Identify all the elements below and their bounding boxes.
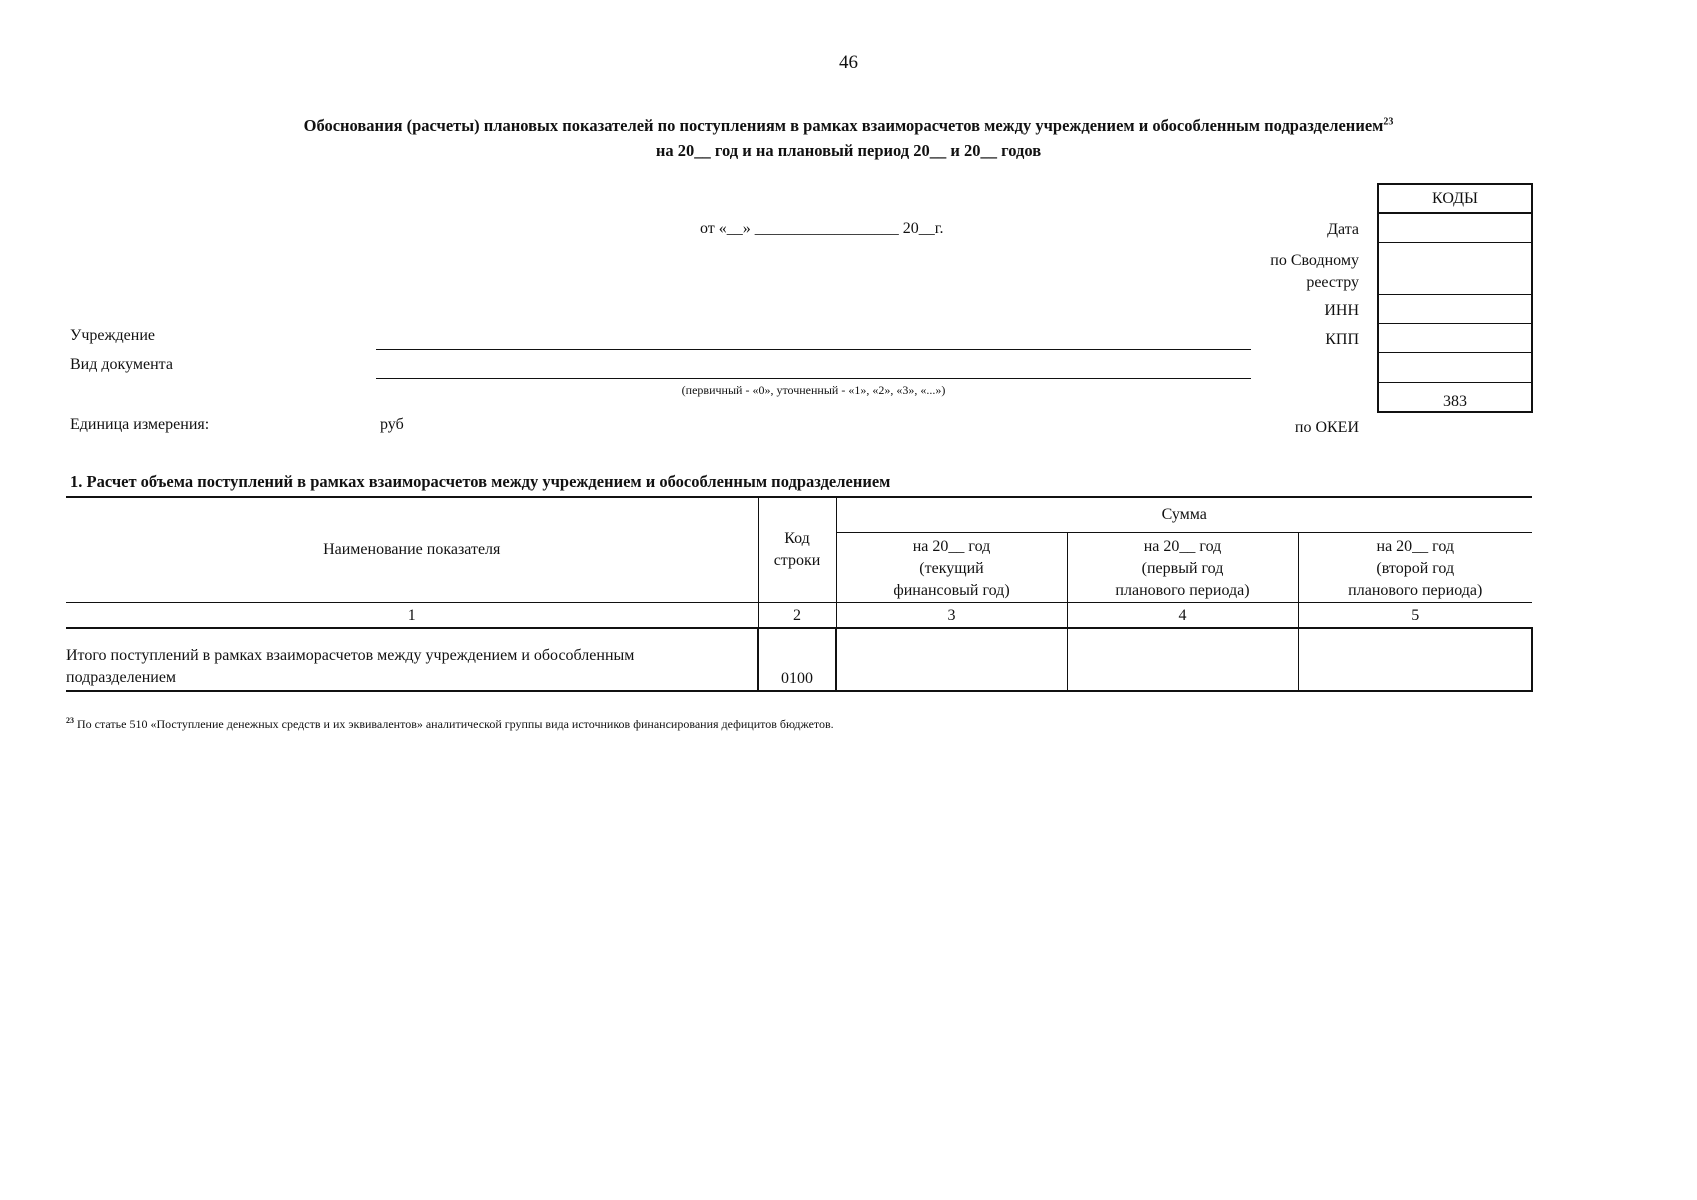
title-footnote-mark: 23 [1383, 116, 1394, 128]
column-number-5: 5 [1298, 603, 1532, 629]
header-year-first-plan-line-3: планового периода) [1115, 582, 1250, 599]
table-row [66, 628, 1532, 691]
row-name-line-1: Итого поступлений в рамках взаиморасчетов между учреждением и обособленным [66, 647, 635, 664]
title-line-1: Обоснования (расчеты) плановых показателей по поступлениям в рамках взаиморасчетов между учреждением и обособленным подразделением [303, 116, 1384, 135]
header-sum: Сумма [836, 497, 1532, 533]
header-year-first-plan-line-1: на 20__ год [1143, 538, 1222, 555]
date-code-cell[interactable] [1378, 213, 1532, 243]
header-line-code [758, 497, 836, 603]
header-year-current [836, 533, 1067, 603]
kpp-code-cell[interactable] [1378, 324, 1532, 353]
header-year-current-line-1: на 20__ год [912, 538, 991, 555]
header-code-line-1: Код [784, 530, 810, 547]
doc-type-label: Вид документа [70, 356, 173, 373]
page-title [0, 116, 1697, 136]
inn-code-cell[interactable] [1378, 295, 1532, 324]
footnote [66, 716, 834, 732]
document-date-line[interactable]: от «__» __________________ 20__г. [700, 220, 944, 237]
footnote-text: По статье 510 «Поступление денежных средств и их эквивалентов» аналитической группы вида источников финансирования дефицитов бюджетов. [74, 717, 834, 731]
row-sum-current-year[interactable] [836, 628, 1067, 691]
unit-value: руб [380, 416, 404, 433]
inn-label: ИНН [1324, 302, 1359, 319]
header-year-first-plan-line-2: (первый год [1141, 560, 1224, 577]
calculation-table [66, 496, 1533, 692]
okei-label: по ОКЕИ [1294, 419, 1359, 436]
codes-header: КОДЫ [1378, 184, 1532, 213]
header-code-line-2: строки [773, 552, 821, 569]
unit-label: Единица измерения: [70, 416, 210, 433]
header-year-second-plan-line-1: на 20__ год [1376, 538, 1455, 555]
page-number: 46 [839, 52, 858, 73]
page-subtitle: на 20__ год и на плановый период 20__ и 20__ годов [655, 141, 1042, 160]
header-year-second-plan-line-3: планового периода) [1348, 582, 1483, 599]
header-year-current-line-3: финансовый год) [893, 582, 1010, 599]
header-year-second-plan-line-2: (второй год [1376, 560, 1455, 577]
column-number-4: 4 [1067, 603, 1298, 629]
doc-type-field[interactable] [376, 378, 1251, 379]
header-indicator-name: Наименование показателя [66, 497, 758, 603]
kpp-label: КПП [1325, 331, 1359, 348]
section-title: 1. Расчет объема поступлений в рамках взаиморасчетов между учреждением и обособленным подразделением [70, 472, 891, 491]
column-number-2: 2 [758, 603, 836, 629]
institution-label: Учреждение [70, 327, 155, 344]
row-name-line-2: подразделением [66, 669, 177, 686]
registry-code-cell[interactable] [1378, 243, 1532, 295]
registry-label-line-2: реестру [1306, 274, 1359, 291]
column-number-1: 1 [66, 603, 758, 629]
row-line-code: 0100 [758, 628, 836, 691]
okei-code-cell[interactable]: 383 [1378, 383, 1532, 413]
row-sum-first-plan-year[interactable] [1067, 628, 1298, 691]
doc-type-hint: (первичный - «0», уточненный - «1», «2», «3», «...») [681, 383, 946, 397]
doc-type-code-cell[interactable] [1378, 353, 1532, 383]
codes-table [1377, 183, 1533, 413]
header-year-second-plan [1298, 533, 1532, 603]
column-number-3: 3 [836, 603, 1067, 629]
row-sum-second-plan-year[interactable] [1298, 628, 1532, 691]
row-indicator-name [66, 628, 758, 691]
date-label: Дата [1327, 221, 1359, 238]
header-year-first-plan [1067, 533, 1298, 603]
footnote-mark: 23 [66, 716, 74, 725]
header-year-current-line-2: (текущий [919, 560, 984, 577]
institution-field[interactable] [376, 349, 1251, 350]
registry-label-line-1: по Сводному [1270, 252, 1359, 269]
